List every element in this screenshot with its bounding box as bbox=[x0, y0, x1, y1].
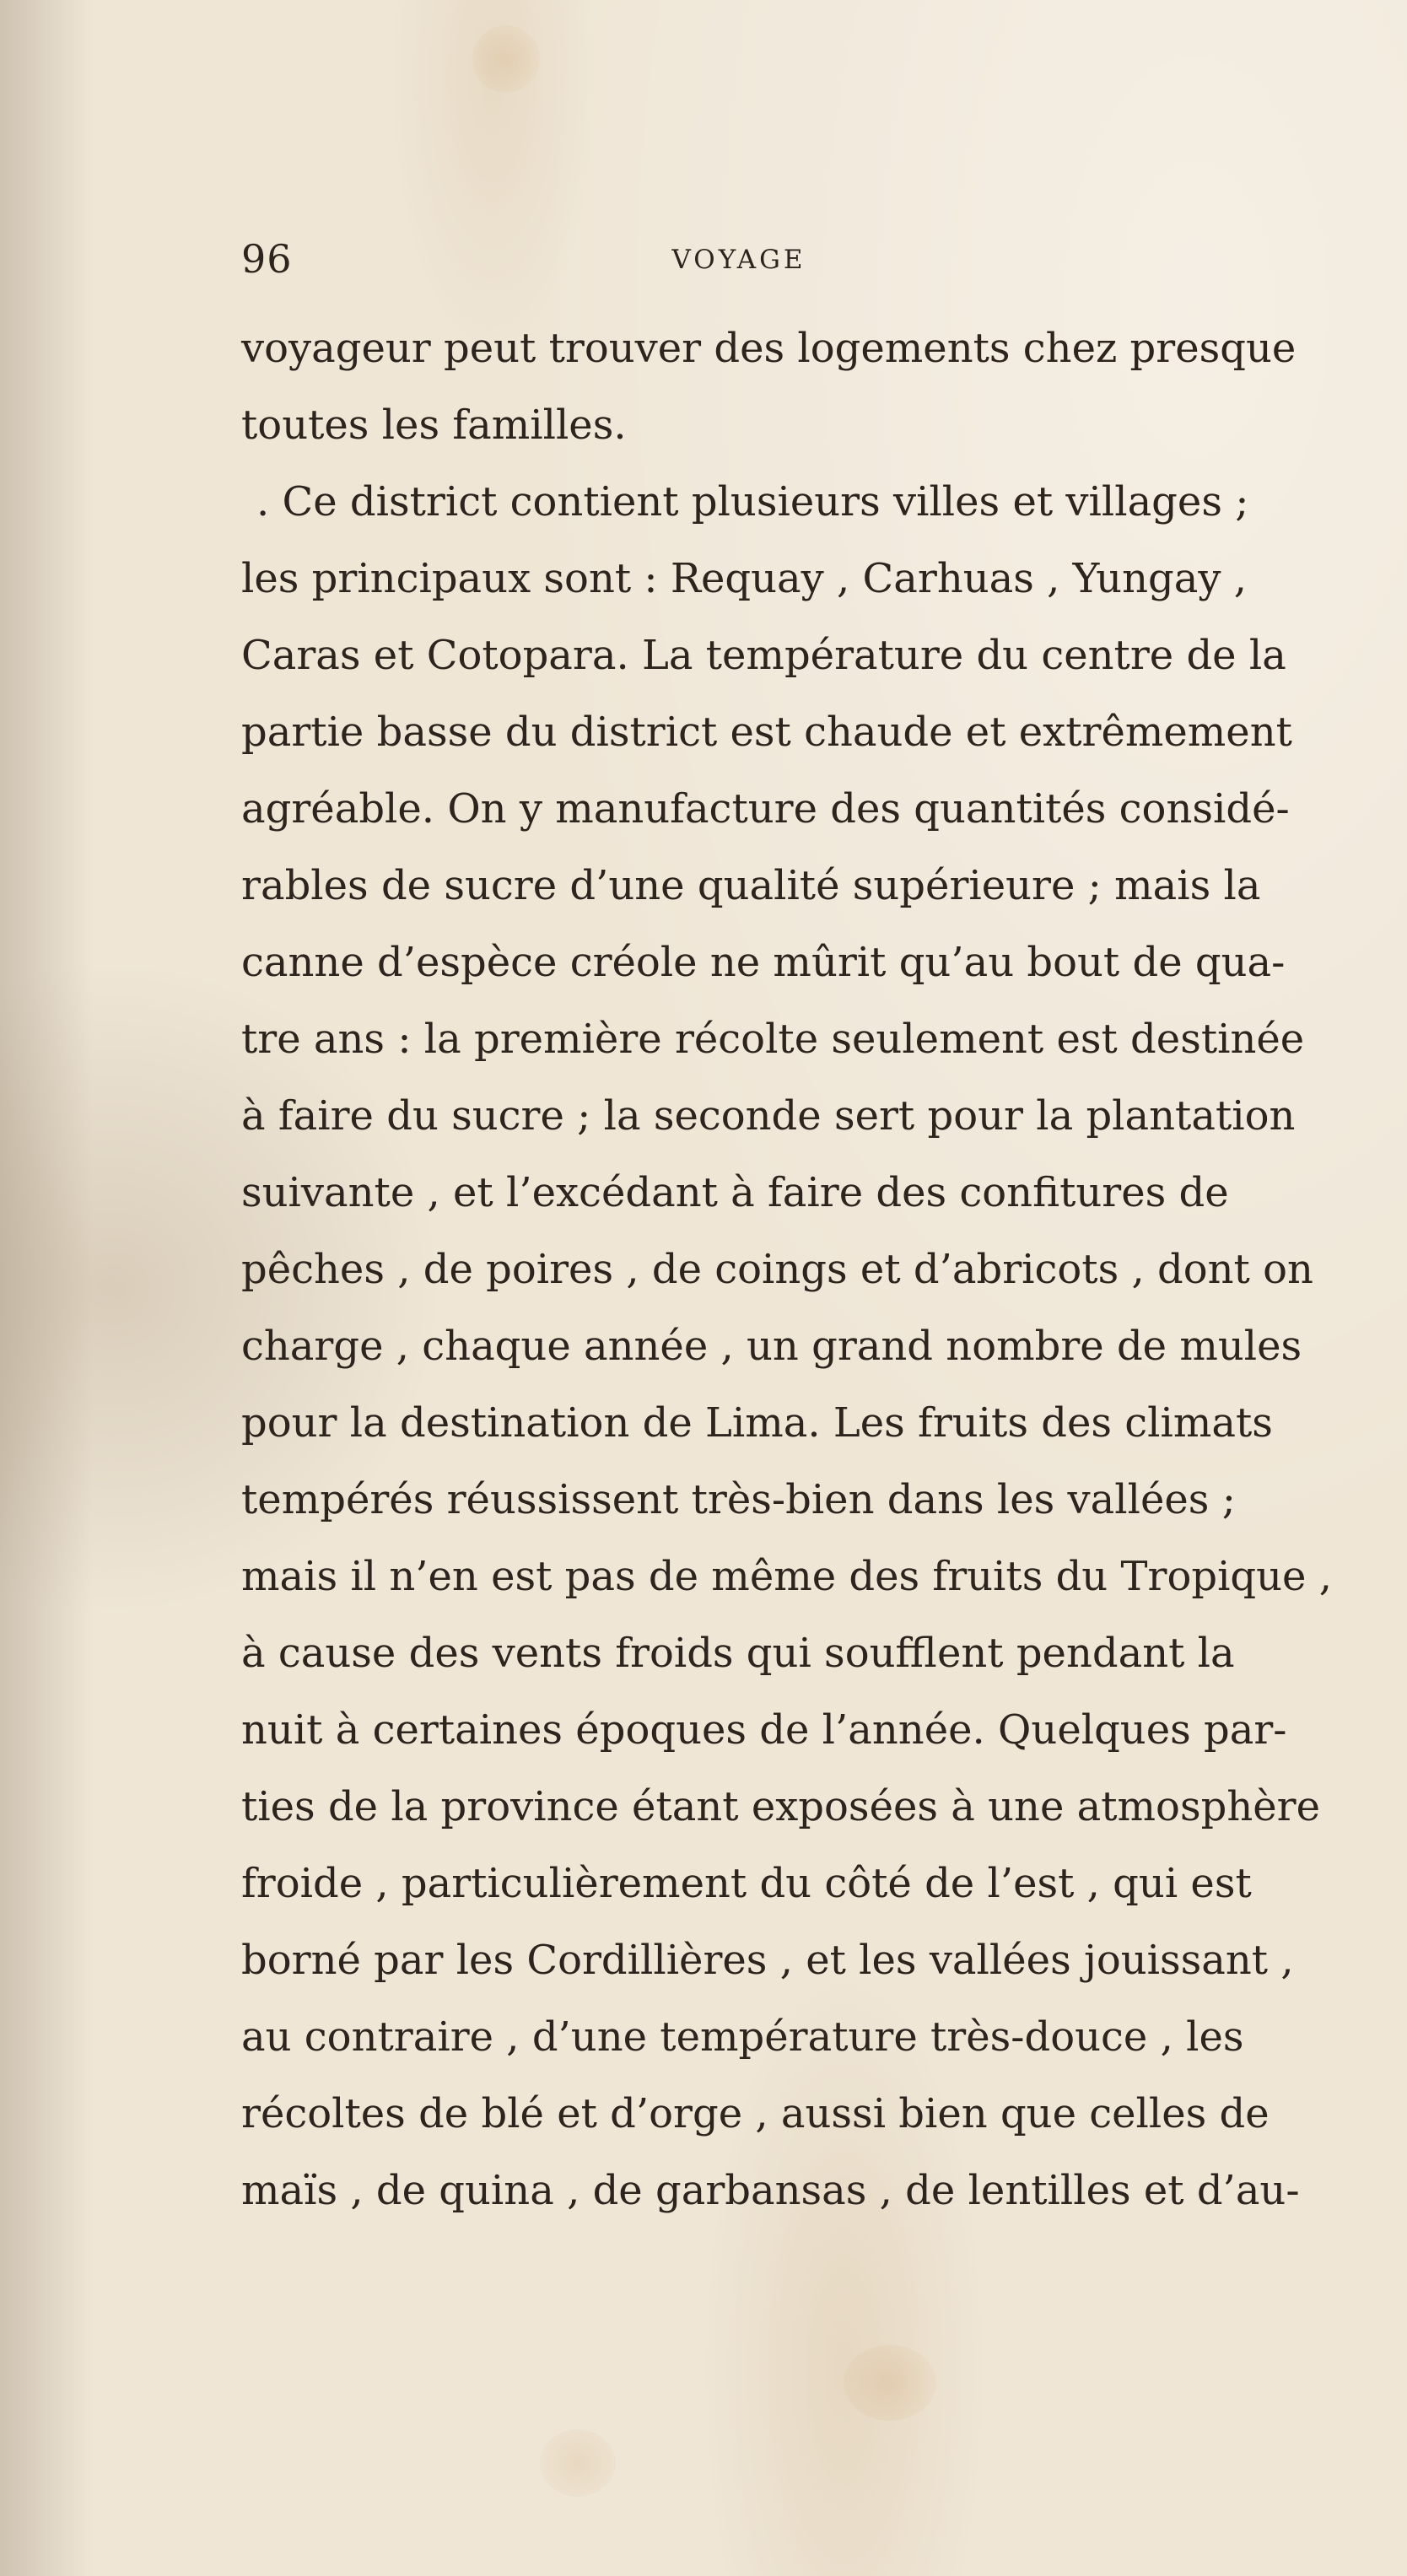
body-text bbox=[241, 310, 1332, 2229]
text-line: au contraire , d’une température très-douce , les bbox=[241, 2013, 1244, 2061]
text-line: mais il n’en est pas de même des fruits du Tropique , bbox=[241, 1553, 1332, 1600]
text-line: pour la destination de Lima. Les fruits des climats bbox=[241, 1399, 1273, 1447]
text-line: agréable. On y manufacture des quantités considé- bbox=[241, 785, 1290, 833]
text-line: Caras et Cotopara. La température du centre de la bbox=[241, 632, 1286, 679]
paper-stain bbox=[844, 2345, 936, 2421]
text-line: à cause des vents froids qui soufflent pendant la bbox=[241, 1630, 1235, 1677]
page-number: 96 bbox=[241, 236, 293, 282]
text-line: rables de sucre d’une qualité supérieure ; mais la bbox=[241, 862, 1261, 909]
text-line: pêches , de poires , de coings et d’abricots , dont on bbox=[241, 1246, 1313, 1293]
text-line: froide , particulièrement du côté de l’est , qui est bbox=[241, 1860, 1252, 1907]
text-line: nuit à certaines époques de l’année. Quelques par- bbox=[241, 1706, 1287, 1754]
paper-stain bbox=[472, 25, 540, 93]
text-line: ties de la province étant exposées à une atmosphère bbox=[241, 1783, 1320, 1830]
text-line: tempérés réussissent très-bien dans les vallées ; bbox=[241, 1476, 1236, 1523]
text-line: voyageur peut trouver des logements chez presque bbox=[241, 325, 1296, 372]
text-line: les principaux sont : Requay , Carhuas , Yungay , bbox=[241, 555, 1247, 602]
text-line: toutes les familles. bbox=[241, 401, 627, 449]
text-line: borné par les Cordillières , et les vallées jouissant , bbox=[241, 1937, 1294, 1984]
text-line: partie basse du district est chaude et extrêmement bbox=[241, 709, 1292, 756]
text-line: canne d’espèce créole ne mûrit qu’au bout de qua- bbox=[241, 939, 1286, 986]
running-head: VOYAGE bbox=[671, 245, 806, 275]
text-line: . Ce district contient plusieurs villes et villages ; bbox=[256, 478, 1249, 525]
paper-stain bbox=[540, 2429, 616, 2497]
text-line: maïs , de quina , de garbansas , de lentilles et d’au- bbox=[241, 2167, 1300, 2214]
text-line: récoltes de blé et d’orge , aussi bien que celles de bbox=[241, 2090, 1270, 2137]
text-line: à faire du sucre ; la seconde sert pour la plantation bbox=[241, 1092, 1296, 1140]
text-line: tre ans : la première récolte seulement est destinée bbox=[241, 1016, 1305, 1063]
text-line: charge , chaque année , un grand nombre de mules bbox=[241, 1323, 1302, 1370]
page-header bbox=[241, 236, 1161, 295]
text-line: suivante , et l’excédant à faire des confitures de bbox=[241, 1169, 1229, 1216]
gutter-shadow bbox=[0, 0, 93, 2576]
